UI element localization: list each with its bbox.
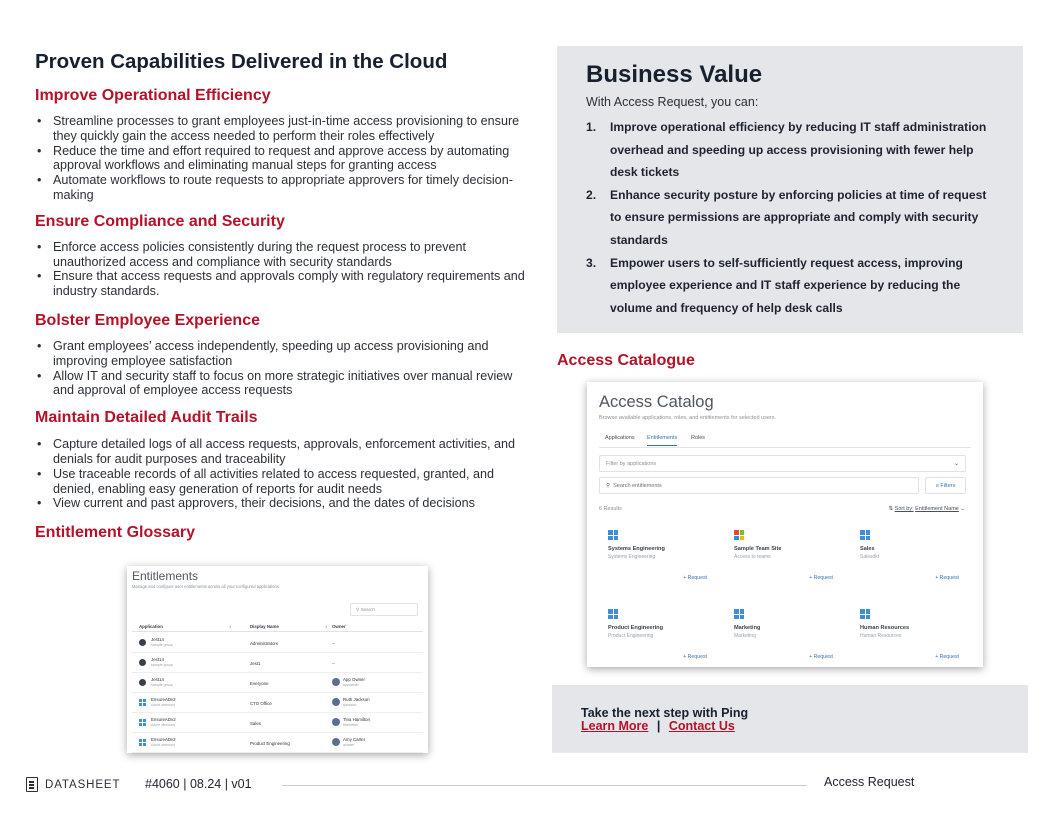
table-row [132, 693, 423, 713]
row-app-sub: Azure directory [151, 743, 176, 747]
page-title: Proven Capabilities Delivered in the Cloud [35, 50, 448, 73]
section-heading-audit: Maintain Detailed Audit Trails [35, 409, 258, 427]
tab-entitlements: Entitlements [647, 435, 677, 446]
filters-button [925, 477, 966, 494]
next-step-links [581, 719, 735, 733]
windows-logo-icon [608, 609, 618, 619]
row-app: EnsureADv2 [151, 737, 176, 742]
row-app-sub: sample group [151, 643, 173, 647]
catalog-title: Access Catalog [599, 393, 714, 411]
next-step-box [552, 685, 1028, 753]
business-value-intro: With Access Request, you can: [586, 95, 759, 109]
search-placeholder: Search entitlements [613, 483, 662, 489]
filter-placeholder: Filter by applications [606, 461, 657, 467]
access-catalogue-heading: Access Catalogue [557, 352, 695, 369]
row-owner: Ruth Jackson [343, 697, 370, 702]
request-link: + Request [935, 654, 959, 660]
footer-product-name: Access Request [824, 775, 915, 789]
search-icon: ⚲ [606, 483, 611, 489]
row-owner: -- [332, 661, 335, 666]
row-display-name: Product Engineering [250, 741, 290, 746]
card-name: Human Resources [860, 625, 910, 631]
table-row [132, 653, 423, 673]
list-number: 3. [586, 255, 597, 270]
sort-control [889, 506, 965, 512]
link-separator: | [656, 719, 661, 733]
section-heading-efficiency: Improve Operational Efficiency [35, 87, 271, 104]
filters-label: Filters [940, 483, 956, 489]
bullet-item: • Ensure that access requests and approvals comply with regulatory requirements and industry standards. [35, 269, 530, 299]
list-text: Improve operational efficiency by reducing IT staff administration overhead and speeding up access provisioning with fewer help desk tickets [610, 120, 987, 180]
table-row [132, 633, 423, 653]
bullet-item: • Enforce access policies consistently during the request process to prevent unauthorized access and compliance with security standards [35, 240, 530, 270]
card-sub: Human Resources [860, 633, 902, 639]
experience-bullets [35, 339, 530, 398]
entitlements-title: Entitlements [132, 569, 199, 583]
table-row [132, 733, 423, 753]
bullet-item: • Capture detailed logs of all access requests, approvals, enforcement activities, and denials for audit purposes and traceability [35, 437, 530, 467]
entitlement-card [725, 521, 843, 591]
bullet-item: • Automate workflows to route requests to appropriate approvers for timely decision-making [35, 173, 530, 203]
card-name: Systems Engineering [608, 546, 665, 552]
card-name: Sales [860, 546, 875, 552]
list-text: Empower users to self-sufficiently request access, improving employee experience and IT staff experience by reducing the volume and frequency of help desk calls [610, 255, 963, 315]
sort-value: Entitlement Name [915, 506, 959, 512]
next-step-title: Take the next step with Ping [581, 706, 749, 720]
row-owner-sub: thamilton [343, 723, 358, 727]
entitlements-screenshot [127, 566, 428, 753]
windows-logo-icon [860, 530, 870, 540]
search-entitlements-input [599, 477, 919, 494]
entitlements-table-header [132, 622, 423, 632]
request-link: + Request [683, 654, 707, 660]
card-sub: Product Engineering [608, 633, 654, 639]
entitlement-card [851, 600, 969, 667]
row-app: EnsureADv2 [151, 697, 176, 702]
compliance-bullets [35, 240, 530, 299]
row-app: Jest14 [151, 657, 164, 662]
section-heading-glossary: Entitlement Glossary [35, 524, 196, 542]
user-icon [139, 639, 146, 646]
sort-icon: ↕ [325, 624, 328, 629]
list-item [586, 184, 1001, 252]
card-sub: Access to teams [734, 554, 771, 560]
row-owner: Amy Carter [343, 737, 366, 742]
entitlement-card [599, 521, 717, 591]
datasheet-icon [26, 777, 38, 792]
row-owner: Tina Hamilton [343, 717, 370, 722]
audit-bullets [35, 437, 530, 511]
bullet-item: • Grant employees’ access independently, speeding up access provisioning and improving employee satisfaction [35, 339, 530, 369]
row-app: Jest14 [151, 677, 164, 682]
row-display-name: Jest1 [250, 661, 261, 666]
row-app-sub: sample group [151, 683, 173, 687]
windows-logo-icon [139, 699, 146, 706]
learn-more-link[interactable]: Learn More [581, 719, 649, 733]
user-icon [139, 679, 146, 686]
list-number: 2. [586, 187, 597, 202]
request-link: + Request [935, 575, 959, 581]
sort-icon: ↕ [229, 624, 232, 629]
row-owner-sub: acarter [343, 743, 355, 747]
multicolor-windows-logo-icon [734, 530, 744, 540]
row-display-name: Everyone [250, 681, 269, 686]
card-sub: Salesdkt [860, 554, 880, 560]
windows-logo-icon [139, 739, 146, 746]
windows-logo-icon [734, 609, 744, 619]
entitlement-card [725, 600, 843, 667]
efficiency-bullets [35, 114, 530, 203]
row-app-sub: sample group [151, 663, 173, 667]
catalog-tabs [599, 434, 971, 448]
tab-roles: Roles [691, 435, 706, 441]
footer-divider [282, 785, 807, 786]
row-owner: -- [332, 641, 335, 646]
card-name: Marketing [734, 625, 761, 631]
section-heading-compliance: Ensure Compliance and Security [35, 212, 285, 230]
business-value-box [557, 46, 1023, 333]
bullet-item: • View current and past approvers, their decisions, and the dates of decisions [35, 496, 530, 511]
capabilities-column [35, 50, 530, 543]
avatar [332, 698, 340, 706]
row-app: Jest14 [151, 637, 164, 642]
entitlements-search-input [350, 603, 418, 616]
tab-applications: Applications [605, 435, 635, 441]
section-heading-experience: Bolster Employee Experience [35, 311, 260, 329]
catalog-subtitle: Browse available applications, roles, and entitlements for selected users. [599, 415, 777, 421]
row-app: EnsureADv2 [151, 717, 176, 722]
table-row [132, 713, 423, 733]
bullet-item: • Allow IT and security staff to focus on more strategic initiatives over manual review and approval of employee access requests [35, 369, 530, 399]
row-display-name: CTO Office [250, 701, 272, 706]
business-value-title: Business Value [586, 61, 763, 88]
entitlement-card [599, 600, 717, 667]
list-text: Enhance security posture by enforcing policies at time of request to ensure permissions are appropriate and comply with security standards [610, 187, 987, 247]
sort-label: Sort by: [894, 506, 914, 512]
entitlement-card [851, 521, 969, 591]
user-icon [139, 659, 146, 666]
row-owner-sub: appowner [343, 683, 359, 687]
avatar [332, 738, 340, 746]
business-value-list [586, 116, 1001, 319]
footer-brand: DATASHEET [45, 779, 121, 791]
avatar [332, 678, 340, 686]
sort-icon: ⇅ [888, 506, 894, 512]
card-name: Product Engineering [608, 625, 664, 631]
bullet-item: • Reduce the time and effort required to request and approve access by automating approval workflows and eliminating manual steps for granting access [35, 144, 530, 174]
avatar [332, 718, 340, 726]
bullet-item: • Streamline processes to grant employees just-in-time access provisioning to ensure they quickly gain the access needed to perform their roles effectively [35, 114, 530, 144]
row-display-name: Sales [250, 721, 261, 726]
chevron-down-icon: ⌄ [960, 506, 965, 512]
list-item [586, 116, 1001, 184]
list-number: 1. [586, 120, 597, 134]
row-owner: App Owner [343, 677, 365, 682]
card-name: Sample Team Site [734, 546, 782, 552]
row-app-sub: Azure directory [151, 703, 176, 707]
column-header: Owner [332, 624, 346, 629]
table-row [132, 673, 423, 693]
request-link: + Request [683, 575, 707, 581]
row-app-sub: Azure directory [151, 723, 176, 727]
access-catalog-screenshot [587, 382, 983, 667]
card-sub: Marketing [734, 633, 756, 639]
chevron-down-icon: ⌄ [953, 461, 959, 467]
filter-applications-select [599, 455, 966, 472]
row-owner-sub: rjackson [343, 703, 357, 707]
windows-logo-icon [608, 530, 618, 540]
column-header: Application [139, 624, 163, 629]
footer-doc-code: #4060 | 08.24 | v01 [145, 777, 252, 791]
search-placeholder: Search [360, 607, 375, 612]
windows-logo-icon [139, 719, 146, 726]
request-link: + Request [809, 654, 833, 660]
search-icon: ⚲ [356, 607, 360, 612]
row-display-name: Administrators [250, 641, 279, 646]
contact-us-link[interactable]: Contact Us [668, 719, 735, 733]
list-item [586, 252, 1001, 320]
bullet-item: • Use traceable records of all activities related to access requested, granted, and denied, enabling easy generation of reports for audit needs [35, 467, 530, 497]
windows-logo-icon [860, 609, 870, 619]
card-sub: Systems Engineering [608, 554, 656, 560]
request-link: + Request [809, 575, 833, 581]
filter-icon: ≡ [935, 483, 939, 489]
results-count: 6 Results [599, 506, 622, 512]
column-header: Display Name [250, 624, 279, 629]
entitlements-subtitle: Manage and configure user entitlements across all your configured applications. [132, 584, 281, 589]
